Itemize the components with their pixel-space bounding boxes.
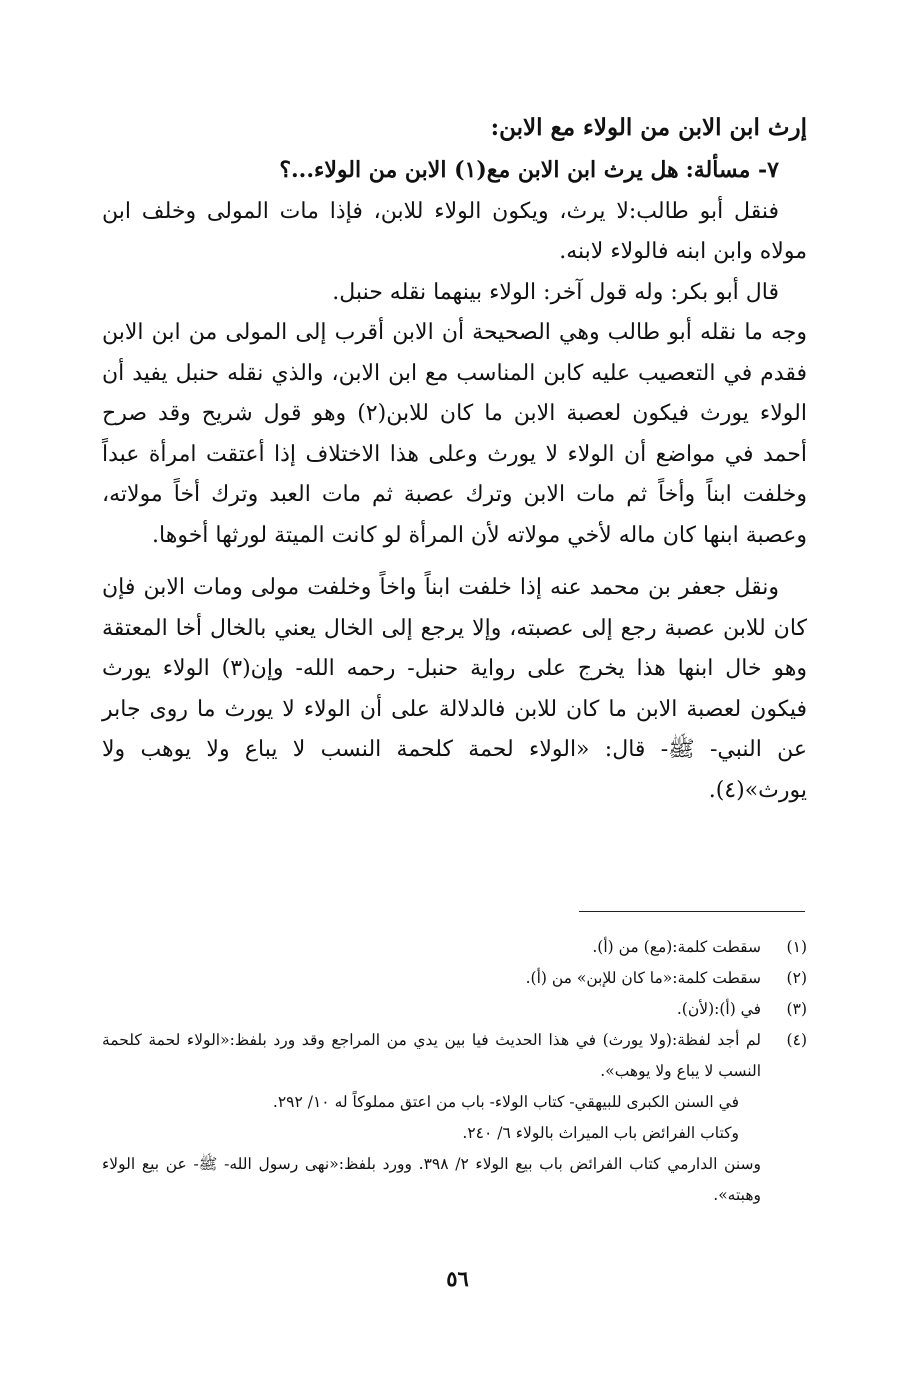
question-text: هل يرث ابن الابن مع(١) الابن من الولاء...؟ (279, 157, 679, 183)
footnote-continuation: وكتاب الفرائض باب الميراث بالولاء ٦/ ٢٤٠. (462, 1124, 739, 1142)
footnote (102, 932, 807, 963)
paragraph: وجه ما نقله أبو طالب وهي الصحيحة أن الابن أقرب إلى المولى من ابن الابن فقدم في التعصيب عليه كابن المناسب مع ابن الابن، والذي نقله حنبل يفيد أن الولاء يورث فيكون لعصبة الابن ما كان للابن(٢) وهو قول شريح وقد صرح أحمد في مواضع أن الولاء لا يورث وعلى هذا الاختلاف إذا أعتقت امرأة عبداً وخلفت ابناً وأخاً ثم مات الابن وترك عصبة ثم مات العبد وترك أخاً مولاته، وعصبة ابنها كان ماله لأخي مولاته لأن المرأة لو كانت الميتة لورثها أخوها. (102, 320, 808, 548)
footnote-text: في (أ):(لأن). (676, 1000, 761, 1018)
question-label: ٧- مسألة: (685, 157, 779, 183)
footnote-separator (579, 911, 805, 912)
footnotes (102, 932, 807, 1211)
footnote-number: (٣) (786, 1000, 807, 1018)
footnote-number: (٤) (786, 1031, 807, 1049)
footnote-text: سقطت كلمة:(مع) من (أ). (592, 938, 761, 956)
question-line (102, 150, 807, 192)
footnote-text: لم أجد لفظة:(ولا يورث) في هذا الحديث فيا بين يدي من المراجع وقد ورد بلفظ:«الولاء لحمة كلحمة النسب لا يباع ولا يوهب». (102, 1031, 761, 1080)
paragraph: فنقل أبو طالب:لا يرث، ويكون الولاء للابن، فإذا مات المولى وخلف ابن مولاه وابن ابنه فالولاء لابنه. (102, 198, 807, 264)
footnote (102, 1025, 807, 1087)
footnote (102, 963, 807, 994)
footnote-text: سقطت كلمة:«ما كان للإبن» من (أ). (525, 969, 761, 987)
footnote-number: (٢) (786, 969, 807, 987)
footnote-number: (١) (786, 938, 807, 956)
footnote-continuation-block (102, 1149, 807, 1211)
main-text (102, 150, 807, 811)
footnote-continuation: وسنن الدارمي كتاب الفرائض باب بيع الولاء ٢/ ٣٩٨. وورد بلفظ:«نهى رسول الله- ﷺ- عن بيع الولاء وهبته». (102, 1155, 761, 1204)
footnote (102, 994, 807, 1025)
page-number: ٥٦ (446, 1266, 469, 1291)
paragraph: ونقل جعفر بن محمد عنه إذا خلفت ابناً واخاً وخلفت مولى ومات الابن فإن كان للابن عصبة رجع إلى عصبته، وإلا يرجع إلى الخال يعني بالخال أخا المعتقة وهو خال ابنها هذا يخرج على رواية حنبل- رحمه الله- وإن(٣) الولاء يورث فيكون لعصبة الابن ما كان للابن فالدلالة على أن الولاء لا يورث ما روى جابر عن النبي- ﷺ- قال: «الولاء لحمة كلحمة النسب لا يباع ولا يوهب ولا يورث»(٤). (102, 575, 807, 803)
footnote-continuation: في السنن الكبرى للبيهقي- كتاب الولاء- باب من اعتق مملوكاً له ١٠/ ٢٩٢. (272, 1093, 739, 1111)
section-heading: إرث ابن الابن من الولاء مع الابن: (490, 114, 807, 141)
paragraph: قال أبو بكر: وله قول آخر: الولاء بينهما نقله حنبل. (332, 279, 779, 305)
